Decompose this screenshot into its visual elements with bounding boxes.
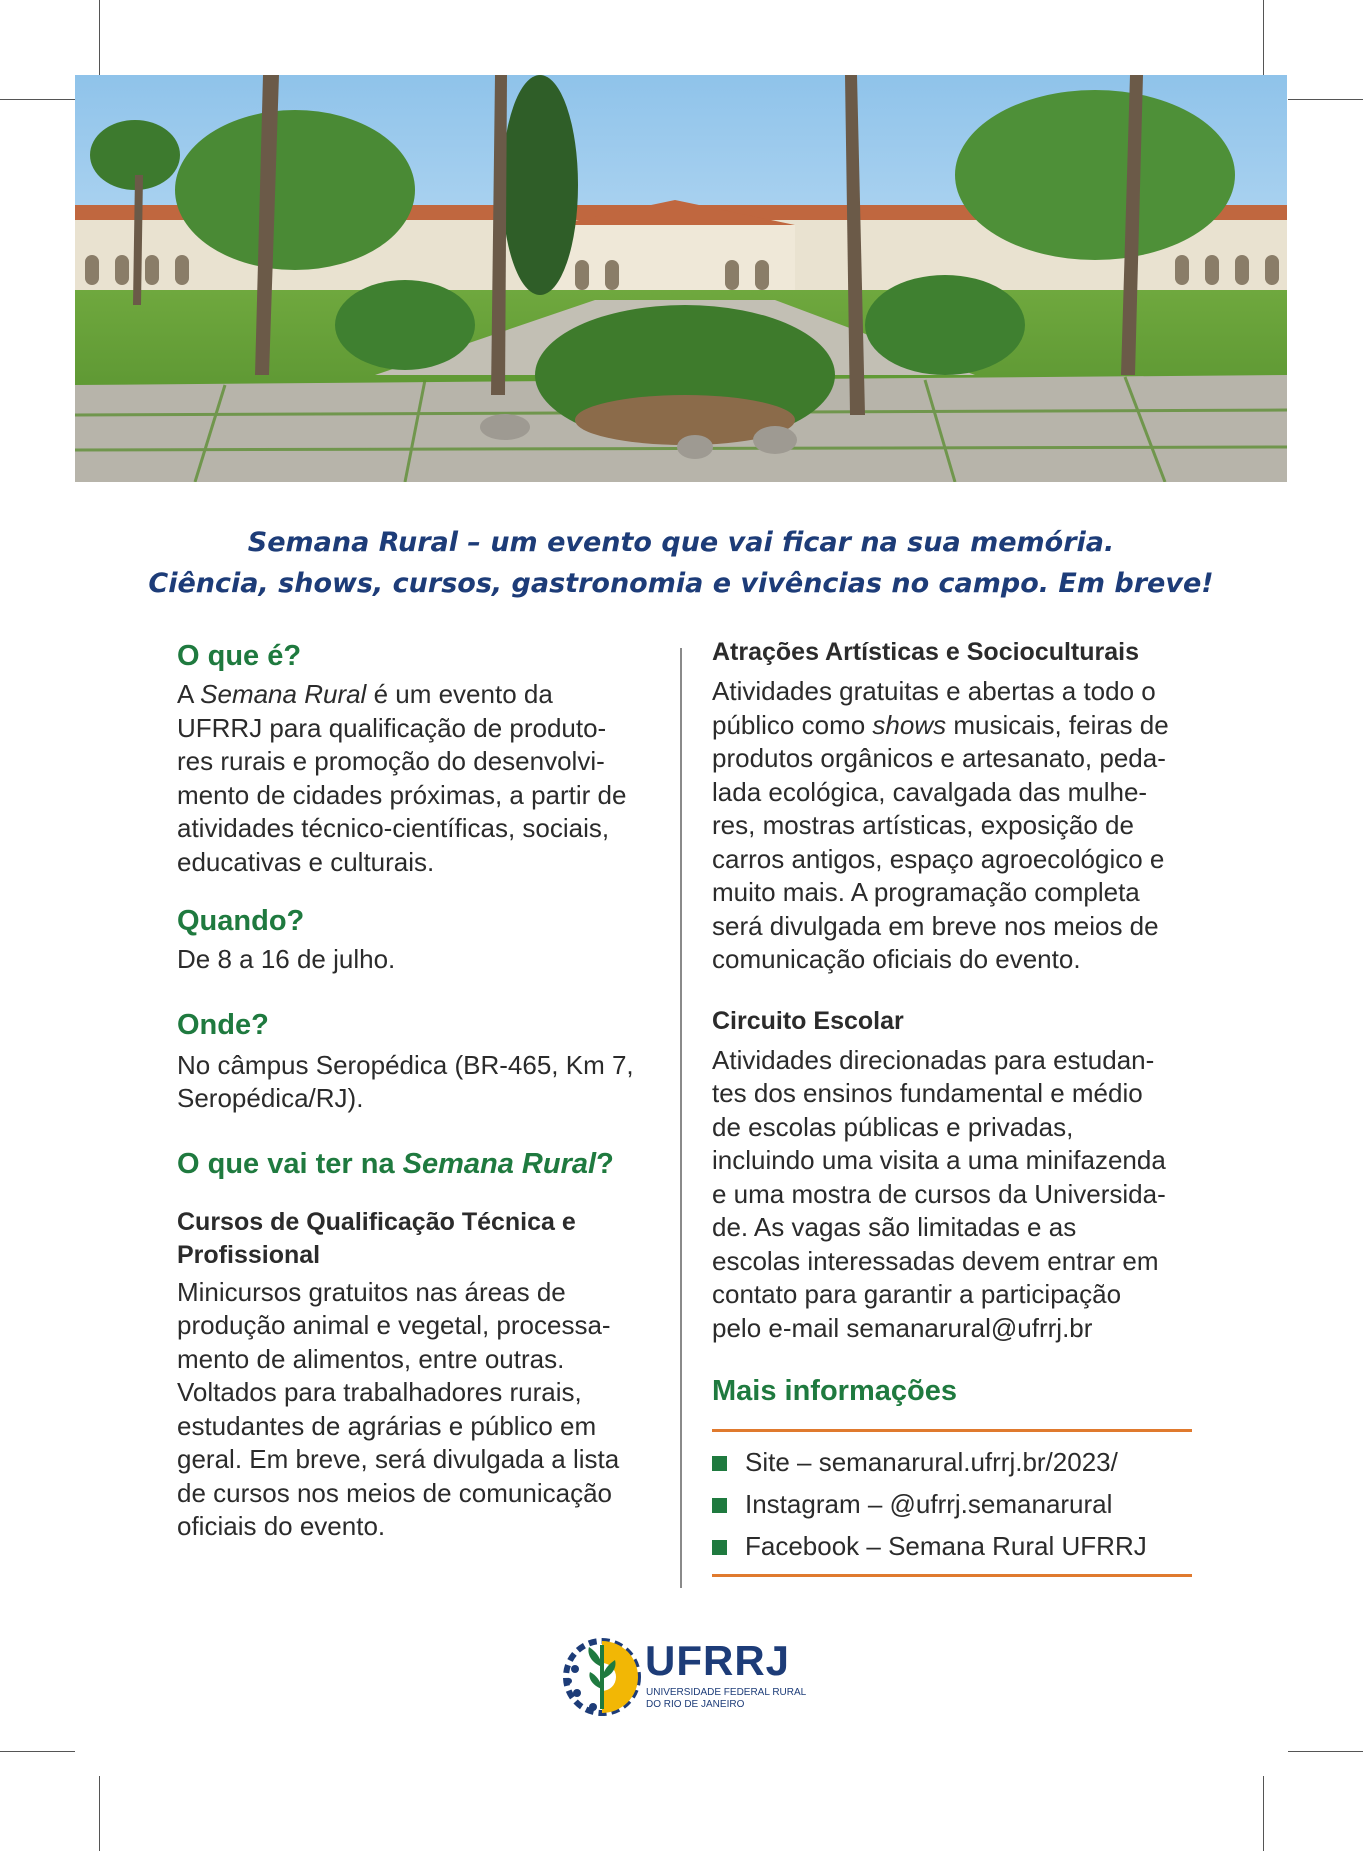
crop-mark xyxy=(99,1776,100,1851)
text-line: de cursos nos meios de comunicação xyxy=(177,1477,613,1508)
text-line: de escolas públicas e privadas, xyxy=(712,1111,1074,1142)
text-line: mento de cidades próximas, a partir de xyxy=(177,779,627,810)
text-line: e uma mostra de cursos da Universida- xyxy=(712,1178,1166,1209)
section-heading-quando: Quando? xyxy=(177,905,305,937)
event-name-italic: Semana Rural xyxy=(402,1147,597,1180)
text-fragment: público como xyxy=(712,709,873,740)
heading-fragment: ? xyxy=(596,1147,614,1180)
crop-mark xyxy=(0,1751,75,1752)
crop-mark xyxy=(1288,99,1363,100)
tagline xyxy=(75,522,1287,604)
heading-line: Profissional xyxy=(177,1240,321,1269)
text-line xyxy=(177,678,667,712)
tagline-line: Ciência, shows, cursos, gastronomia e vivências no campo. Em breve! xyxy=(148,568,1214,599)
info-item-instagram xyxy=(712,1484,1192,1526)
text-line: Seropédica/RJ). xyxy=(177,1083,364,1113)
text-line: será divulgada em breve nos meios de xyxy=(712,910,1159,941)
info-text: Facebook – Semana Rural UFRRJ xyxy=(745,1531,1147,1562)
shows-italic: shows xyxy=(872,709,947,740)
crop-mark xyxy=(99,0,100,75)
crop-mark xyxy=(1288,1751,1363,1752)
subheading-circuito-escolar: Circuito Escolar xyxy=(712,1006,904,1035)
onde-text xyxy=(177,1049,667,1116)
bullet-square-icon xyxy=(712,1498,727,1513)
text-line xyxy=(712,709,1212,743)
text-line: Voltados para trabalhadores rurais, xyxy=(177,1377,582,1407)
crop-mark xyxy=(1263,0,1264,75)
o-que-e-text xyxy=(177,678,667,879)
heading-line: Cursos de Qualificação Técnica e xyxy=(177,1207,576,1236)
circuito-text xyxy=(712,1044,1212,1346)
info-text: Site – semanarural.ufrrj.br/2023/ xyxy=(745,1447,1118,1478)
section-heading-o-que-e: O que é? xyxy=(177,640,302,672)
column-divider xyxy=(680,648,682,1588)
crop-mark xyxy=(1263,1776,1264,1851)
right-column xyxy=(712,636,1212,1577)
info-item-site xyxy=(712,1442,1192,1484)
logo-acronym: UFRRJ xyxy=(645,1637,791,1684)
text-line: Atividades gratuitas e abertas a todo o xyxy=(712,676,1156,706)
text-line: tes dos ensinos fundamental e médio xyxy=(712,1078,1143,1108)
text-fragment: A xyxy=(177,679,201,709)
text-line: produtos orgânicos e artesanato, peda- xyxy=(712,743,1166,773)
text-fragment: musicais, feiras de xyxy=(946,709,1169,740)
text-line: contato para garantir a participação xyxy=(712,1279,1122,1309)
section-heading-mais-informacoes: Mais informações xyxy=(712,1375,957,1407)
text-line: incluindo uma visita a uma minifazenda xyxy=(712,1145,1166,1175)
info-item-facebook xyxy=(712,1526,1192,1568)
subheading-atracoes: Atrações Artísticas e Socioculturais xyxy=(712,638,1140,666)
text-line: escolas interessadas devem entrar em xyxy=(712,1245,1159,1276)
bullet-square-icon xyxy=(712,1540,727,1555)
text-line: educativas e culturais. xyxy=(177,846,435,877)
text-line: muito mais. A programação completa xyxy=(712,877,1140,907)
info-links xyxy=(712,1429,1192,1577)
cursos-text xyxy=(177,1276,667,1544)
subheading-cursos xyxy=(177,1206,667,1272)
text-line: lada ecológica, cavalgada das mulhe- xyxy=(712,776,1148,807)
section-heading-onde: Onde? xyxy=(177,1008,269,1041)
crop-mark xyxy=(0,99,75,100)
event-name-italic: Semana Rural xyxy=(200,679,367,709)
text-line: Minicursos gratuitos nas áreas de xyxy=(177,1276,566,1307)
text-line: De 8 a 16 de julho. xyxy=(177,944,396,974)
heading-fragment: O que vai ter na xyxy=(177,1147,403,1180)
text-line: produção animal e vegetal, processa- xyxy=(177,1310,611,1340)
info-text: Instagram – @ufrrj.semanarural xyxy=(745,1489,1113,1520)
bullet-square-icon xyxy=(712,1456,727,1471)
text-line: mento de alimentos, entre outras. xyxy=(177,1343,565,1374)
ufrrj-logo xyxy=(555,1627,815,1722)
text-line: carros antigos, espaço agroecológico e xyxy=(712,843,1165,874)
text-line: comunicação oficiais do evento. xyxy=(712,944,1081,974)
text-fragment: é um evento da xyxy=(366,679,553,709)
left-column xyxy=(177,636,667,1544)
quando-text xyxy=(177,943,667,977)
text-line: UFRRJ para qualificação de produto- xyxy=(177,712,607,743)
text-line: Atividades direcionadas para estudan- xyxy=(712,1044,1155,1075)
text-line: oficiais do evento. xyxy=(177,1511,386,1541)
campus-photo xyxy=(75,75,1287,482)
text-line: pelo e-mail semanarural@ufrrj.br xyxy=(712,1312,1093,1343)
text-line: No câmpus Seropédica (BR-465, Km 7, xyxy=(177,1049,634,1080)
text-line: atividades técnico-científicas, sociais, xyxy=(177,813,610,843)
tagline-line: Semana Rural – um evento que vai ficar na sua memória. xyxy=(247,527,1115,558)
logo-subtitle xyxy=(646,1687,806,1711)
atracoes-text xyxy=(712,675,1212,977)
logo-subtitle-line: UNIVERSIDADE FEDERAL RURAL xyxy=(646,1687,807,1698)
text-line: de. As vagas são limitadas e as xyxy=(712,1212,1077,1242)
ufrrj-emblem-icon xyxy=(555,1627,650,1722)
logo-subtitle-line: DO RIO DE JANEIRO xyxy=(646,1699,745,1710)
text-line: res, mostras artísticas, exposição de xyxy=(712,810,1134,840)
text-line: res rurais e promoção do desenvolvi- xyxy=(177,746,605,776)
text-line: estudantes de agrárias e público em xyxy=(177,1410,597,1441)
text-line: geral. Em breve, será divulgada a lista xyxy=(177,1444,620,1474)
section-heading-o-que-vai-ter xyxy=(177,1144,667,1184)
